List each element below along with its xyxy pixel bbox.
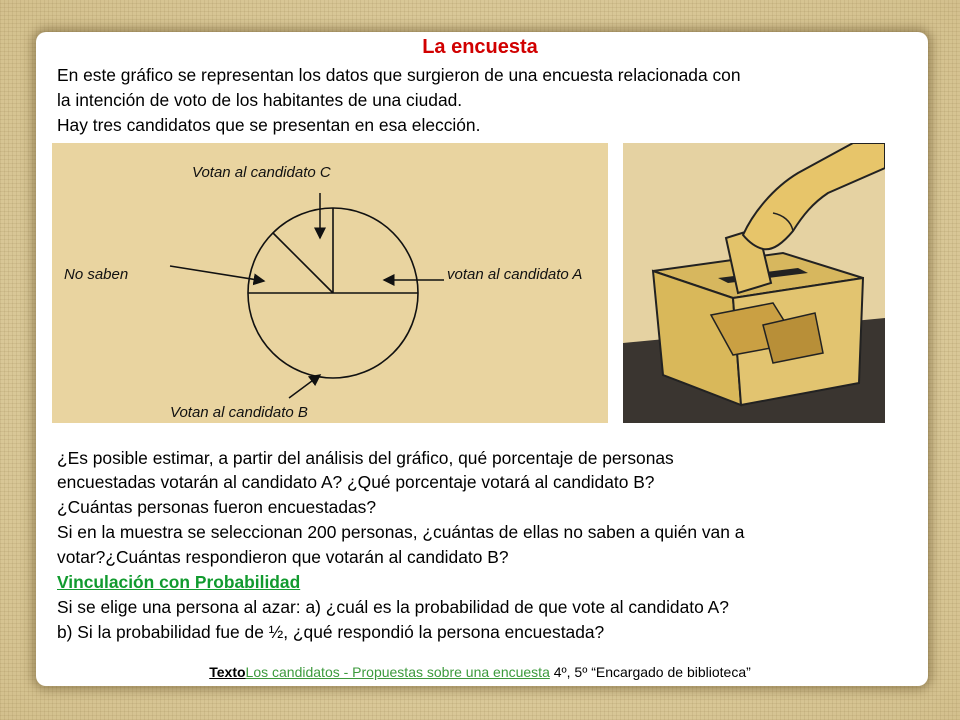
question-line-2: encuestadas votarán al candidato A? ¿Qué porcentaje votará al candidato B? bbox=[57, 472, 655, 492]
ballot-box-drawing bbox=[623, 143, 885, 423]
footer-link[interactable]: Los candidatos - Propuestas sobre una encuesta bbox=[245, 664, 550, 680]
label-candidato-a: votan al candidato A bbox=[447, 266, 583, 283]
footer bbox=[0, 664, 960, 680]
footer-texto-label[interactable]: Texto bbox=[209, 664, 246, 680]
intro-line-3: Hay tres candidatos que se presentan en esa elección. bbox=[57, 115, 481, 135]
link-vinculacion-probabilidad[interactable]: Vinculación con Probabilidad bbox=[57, 572, 301, 592]
intro-line-2: la intención de voto de los habitantes de una ciudad. bbox=[57, 90, 463, 110]
question-line-3: ¿Cuántas personas fueron encuestadas? bbox=[57, 497, 377, 517]
label-no-saben: No saben bbox=[64, 266, 129, 283]
question-line-1: ¿Es posible estimar, a partir del análisis del gráfico, qué porcentaje de personas bbox=[57, 448, 674, 468]
prob-question-line-1: Si se elige una persona al azar: a) ¿cuál es la probabilidad de que vote al candidato A? bbox=[57, 597, 729, 617]
ballot-box-illustration bbox=[623, 143, 885, 423]
pie-chart-image bbox=[52, 143, 608, 423]
prob-question-line-2: b) Si la probabilidad fue de ½, ¿qué respondió la persona encuestada? bbox=[57, 622, 605, 642]
label-candidato-c: Votan al candidato C bbox=[192, 164, 331, 181]
footer-grades: 4º, 5º bbox=[553, 664, 588, 680]
footer-role: “Encargado de biblioteca” bbox=[591, 664, 751, 680]
arrow-candidato-b bbox=[289, 375, 320, 398]
slide-title: La encuesta bbox=[422, 36, 538, 58]
question-line-4: Si en la muestra se seleccionan 200 personas, ¿cuántas de ellas no saben a quién van a bbox=[57, 522, 745, 542]
label-candidato-b: Votan al candidato B bbox=[170, 404, 308, 421]
question-line-5: votar?¿Cuántas respondieron que votarán al candidato B? bbox=[57, 547, 509, 567]
pie-divider-diagonal bbox=[273, 233, 333, 293]
intro-line-1: En este gráfico se representan los datos que surgieron de una encuesta relacionada con bbox=[57, 65, 741, 85]
pie-chart-drawing bbox=[52, 143, 608, 423]
